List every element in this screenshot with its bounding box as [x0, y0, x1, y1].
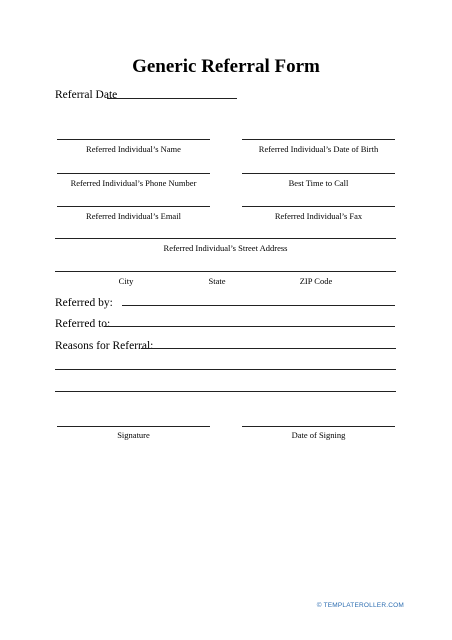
referred-by-label: Referred by: [55, 297, 113, 309]
date-of-signing-field[interactable] [242, 426, 395, 427]
signature-field[interactable] [57, 426, 210, 427]
email-field[interactable] [57, 206, 210, 207]
street-address-caption: Referred Individual’s Street Address [163, 243, 288, 253]
phone-field[interactable] [57, 173, 210, 174]
form-title: Generic Referral Form [132, 56, 320, 77]
dob-caption: Referred Individual’s Date of Birth [258, 144, 379, 154]
signature-caption: Signature [117, 430, 150, 440]
state-caption: State [208, 276, 226, 286]
referral-date-field[interactable] [107, 98, 237, 99]
referred-to-field[interactable] [104, 326, 395, 327]
footer-credit[interactable]: © TEMPLATEROLLER.COM [316, 602, 404, 609]
best-time-caption: Best Time to Call [288, 178, 349, 188]
reasons-field-line-3[interactable] [55, 391, 396, 392]
street-address-field[interactable] [55, 238, 396, 239]
city-state-zip-field[interactable] [55, 271, 396, 272]
name-caption: Referred Individual’s Name [86, 144, 181, 154]
reasons-field-line-1[interactable] [141, 348, 396, 349]
dob-field[interactable] [242, 139, 395, 140]
referred-to-label: Referred to: [55, 318, 111, 330]
phone-caption: Referred Individual’s Phone Number [70, 178, 197, 188]
reasons-label: Reasons for Referral: [55, 340, 154, 352]
best-time-field[interactable] [242, 173, 395, 174]
city-caption: City [118, 276, 134, 286]
reasons-field-line-2[interactable] [55, 369, 396, 370]
name-field[interactable] [57, 139, 210, 140]
referral-date-label: Referral Date [55, 89, 118, 101]
date-of-signing-caption: Date of Signing [291, 430, 346, 440]
fax-caption: Referred Individual’s Fax [274, 211, 363, 221]
referred-by-field[interactable] [122, 305, 395, 306]
zip-caption: ZIP Code [299, 276, 333, 286]
fax-field[interactable] [242, 206, 395, 207]
email-caption: Referred Individual’s Email [86, 211, 181, 221]
